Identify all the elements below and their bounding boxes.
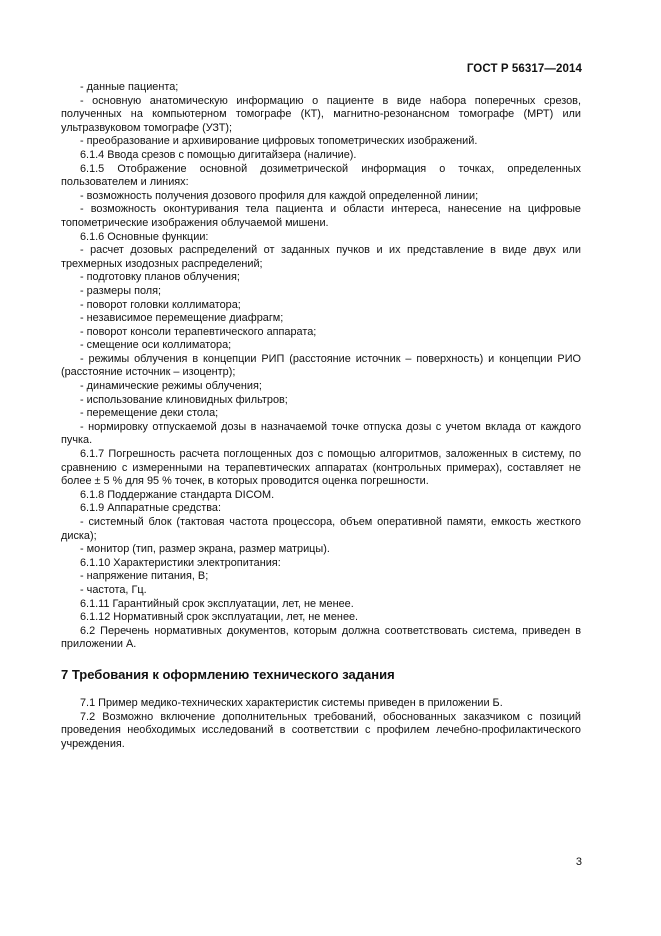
paragraph: - основную анатомическую информацию о пациенте в виде набора поперечных срезов, полученных на компьютерном томографе (КТ), магнитно-резонансном томографе (МРТ) или ультразвуковом томографе (УЗТ); <box>61 94 581 134</box>
paragraph: 7.2 Возможно включение дополнительных требований, обоснованных заказчиком с позиций проведения необходимых исследований в соответствии с профилем лечебно-профилактического учреждения. <box>61 710 581 750</box>
paragraph: 7.1 Пример медико-технических характеристик системы приведен в приложении Б. <box>80 696 503 709</box>
paragraph: - независимое перемещение диафрагм; <box>80 312 284 325</box>
paragraph: 6.1.11 Гарантийный срок эксплуатации, лет, не менее. <box>80 597 354 610</box>
section-heading: 7 Требования к оформлению технического задания <box>61 666 395 682</box>
paragraph: - преобразование и архивирование цифровых топометрических изображений. <box>80 135 478 148</box>
paragraph: 6.1.5 Отображение основной дозиметрической информация о точках, определенных пользователем и линиях: <box>61 162 581 189</box>
paragraph: - смещение оси коллиматора; <box>80 339 232 352</box>
paragraph: - использование клиновидных фильтров; <box>80 393 288 406</box>
paragraph: - частота, Гц. <box>80 583 147 596</box>
paragraph: 6.1.6 Основные функции: <box>80 230 209 243</box>
paragraph: - монитор (тип, размер экрана, размер матрицы). <box>80 543 330 556</box>
paragraph: 6.1.8 Поддержание стандарта DICOM. <box>80 488 275 501</box>
paragraph: - напряжение питания, В; <box>80 570 209 583</box>
document-body <box>61 81 581 751</box>
standard-identifier: ГОСТ Р 56317—2014 <box>466 63 582 75</box>
paragraph: - режимы облучения в концепции РИП (расстояние источник – поверхность) и концепции РИО (расстояние источник – изоцентр); <box>61 352 581 379</box>
paragraph: 6.1.10 Характеристики электропитания: <box>80 556 281 569</box>
paragraph: - данные пациента; <box>80 81 179 93</box>
paragraph: 6.1.12 Нормативный срок эксплуатации, лет, не менее. <box>80 611 359 624</box>
page-number: 3 <box>575 856 582 868</box>
paragraph: - нормировку отпускаемой дозы в назначаемой точке отпуска дозы с учетом вклада от каждого пучка. <box>61 420 581 447</box>
paragraph: 6.1.9 Аппаратные средства: <box>80 502 222 515</box>
paragraph: - подготовку планов облучения; <box>80 271 240 284</box>
paragraph: - расчет дозовых распределений от заданных пучков и их представление в виде двух или трехмерных изодозных распределений; <box>61 244 581 270</box>
paragraph: - поворот консоли терапевтического аппарата; <box>80 325 317 338</box>
paragraph: 6.1.7 Погрешность расчета поглощенных доз с помощью алгоритмов, заложенных в систему, по сравнению с измеренными на терапевтических аппаратах (контрольных примерах), составляет не более ± 5 % для 95 % точек, в которых проводится оценка погрешности. <box>61 448 581 488</box>
paragraph: 6.2 Перечень нормативных документов, которым должна соответствовать система, приведен в приложении А. <box>61 624 581 651</box>
paragraph: - размеры поля; <box>80 284 162 297</box>
paragraph: - возможность получения дозового профиля для каждой определенной линии; <box>80 189 479 202</box>
paragraph: - возможность оконтуривания тела пациента и области интереса, нанесение на цифровые топометрические изображения облучаемой мишени. <box>61 203 581 229</box>
paragraph: - перемещение деки стола; <box>80 407 219 420</box>
paragraph: - поворот головки коллиматора; <box>80 298 241 311</box>
paragraph: - системный блок (тактовая частота процессора, объем оперативной памяти, емкость жесткого диска); <box>61 516 581 542</box>
paragraph: - динамические режимы облучения; <box>80 380 262 393</box>
paragraph: 6.1.4 Ввода срезов с помощью дигитайзера (наличие). <box>80 148 357 161</box>
